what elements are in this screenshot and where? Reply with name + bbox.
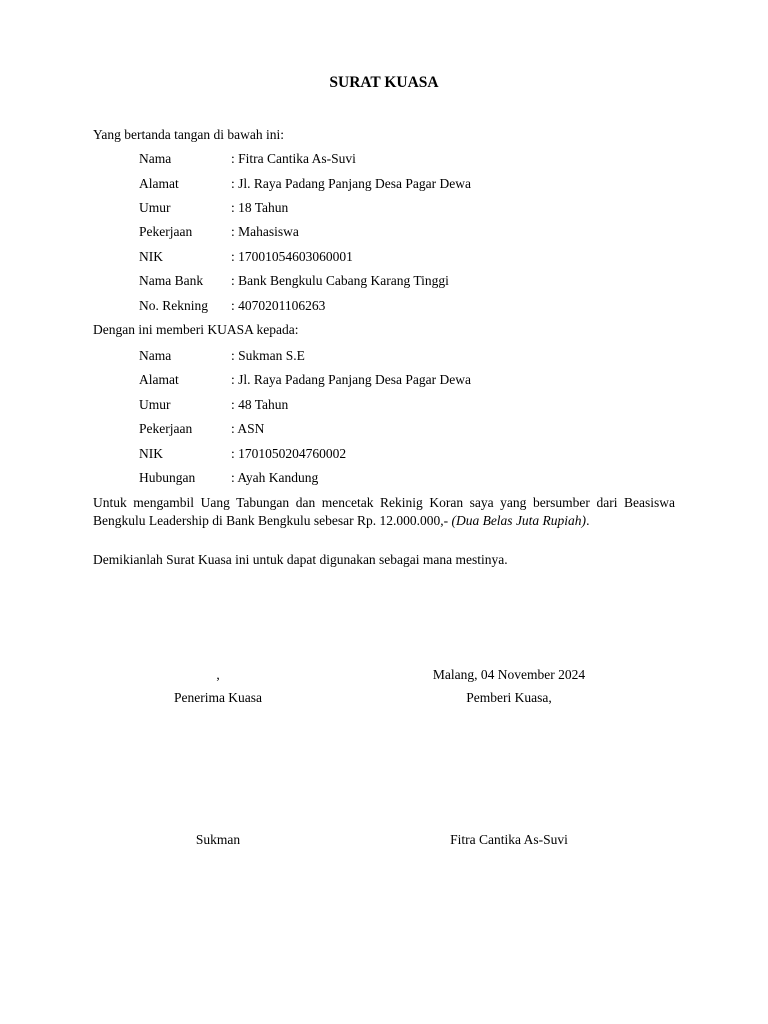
grantor-signature-name: Fitra Cantika As-Suvi — [450, 832, 568, 847]
grantee-nik-label: NIK — [139, 446, 163, 461]
grantor-occupation-value: : Mahasiswa — [231, 224, 299, 239]
grantor-nik-value: : 17001054603060001 — [231, 249, 353, 264]
closing-statement: Demikianlah Surat Kuasa ini untuk dapat digunakan sebagai mana mestinya. — [93, 552, 508, 567]
grantee-relation-value: : Ayah Kandung — [231, 470, 319, 485]
grantee-nik-value: : 1701050204760002 — [231, 446, 347, 461]
grantor-intro: Yang bertanda tangan di bawah ini: — [93, 127, 284, 142]
grantor-occupation-label: Pekerjaan — [139, 224, 193, 239]
recipient-role: Penerima Kuasa — [173, 690, 263, 705]
grantor-nik-label: NIK — [139, 249, 163, 264]
grantor-age-label: Umur — [139, 200, 171, 215]
purpose-amount-words: (Dua Belas Juta Rupiah) — [451, 513, 587, 528]
grantor-bank-label: Nama Bank — [139, 273, 204, 288]
grantor-age-value: : 18 Tahun — [231, 200, 289, 215]
grantor-address-label: Alamat — [139, 176, 179, 191]
purpose-text: Untuk mengambil Uang Tabungan dan mencetak Rekinig Koran saya yang bersumber dari Beasiswa Bengkulu Leadership di Bank Bengkulu sebesar Rp. 12.000.000,- — [93, 495, 675, 528]
recipient-place: , — [216, 667, 220, 682]
grantor-address-value: : Jl. Raya Padang Panjang Desa Pagar Dewa — [231, 176, 471, 191]
recipient-signature-name: Sukman — [195, 832, 241, 847]
grantee-name-value: : Sukman S.E — [231, 348, 305, 363]
purpose-paragraph — [93, 494, 675, 530]
grantor-account-value: : 4070201106263 — [231, 298, 326, 313]
grantor-role: Pemberi Kuasa, — [466, 690, 552, 705]
document-title: SURAT KUASA — [329, 74, 439, 91]
grantee-address-value: : Jl. Raya Padang Panjang Desa Pagar Dewa — [231, 372, 471, 387]
grantee-name-label: Nama — [139, 348, 172, 363]
grantee-age-value: : 48 Tahun — [231, 397, 289, 412]
grantee-occupation-label: Pekerjaan — [139, 421, 193, 436]
grantor-name-value: : Fitra Cantika As-Suvi — [231, 151, 356, 166]
purpose-end: . — [586, 513, 590, 528]
grantor-account-label: No. Rekning — [139, 298, 208, 313]
grantee-age-label: Umur — [139, 397, 171, 412]
grantor-name-label: Nama — [139, 151, 172, 166]
grantee-address-label: Alamat — [139, 372, 179, 387]
grantor-bank-value: : Bank Bengkulu Cabang Karang Tinggi — [231, 273, 449, 288]
grantee-intro: Dengan ini memberi KUASA kepada: — [93, 322, 299, 337]
grantee-relation-label: Hubungan — [139, 470, 196, 485]
place-date: Malang, 04 November 2024 — [432, 667, 586, 682]
grantee-occupation-value: : ASN — [231, 421, 265, 436]
